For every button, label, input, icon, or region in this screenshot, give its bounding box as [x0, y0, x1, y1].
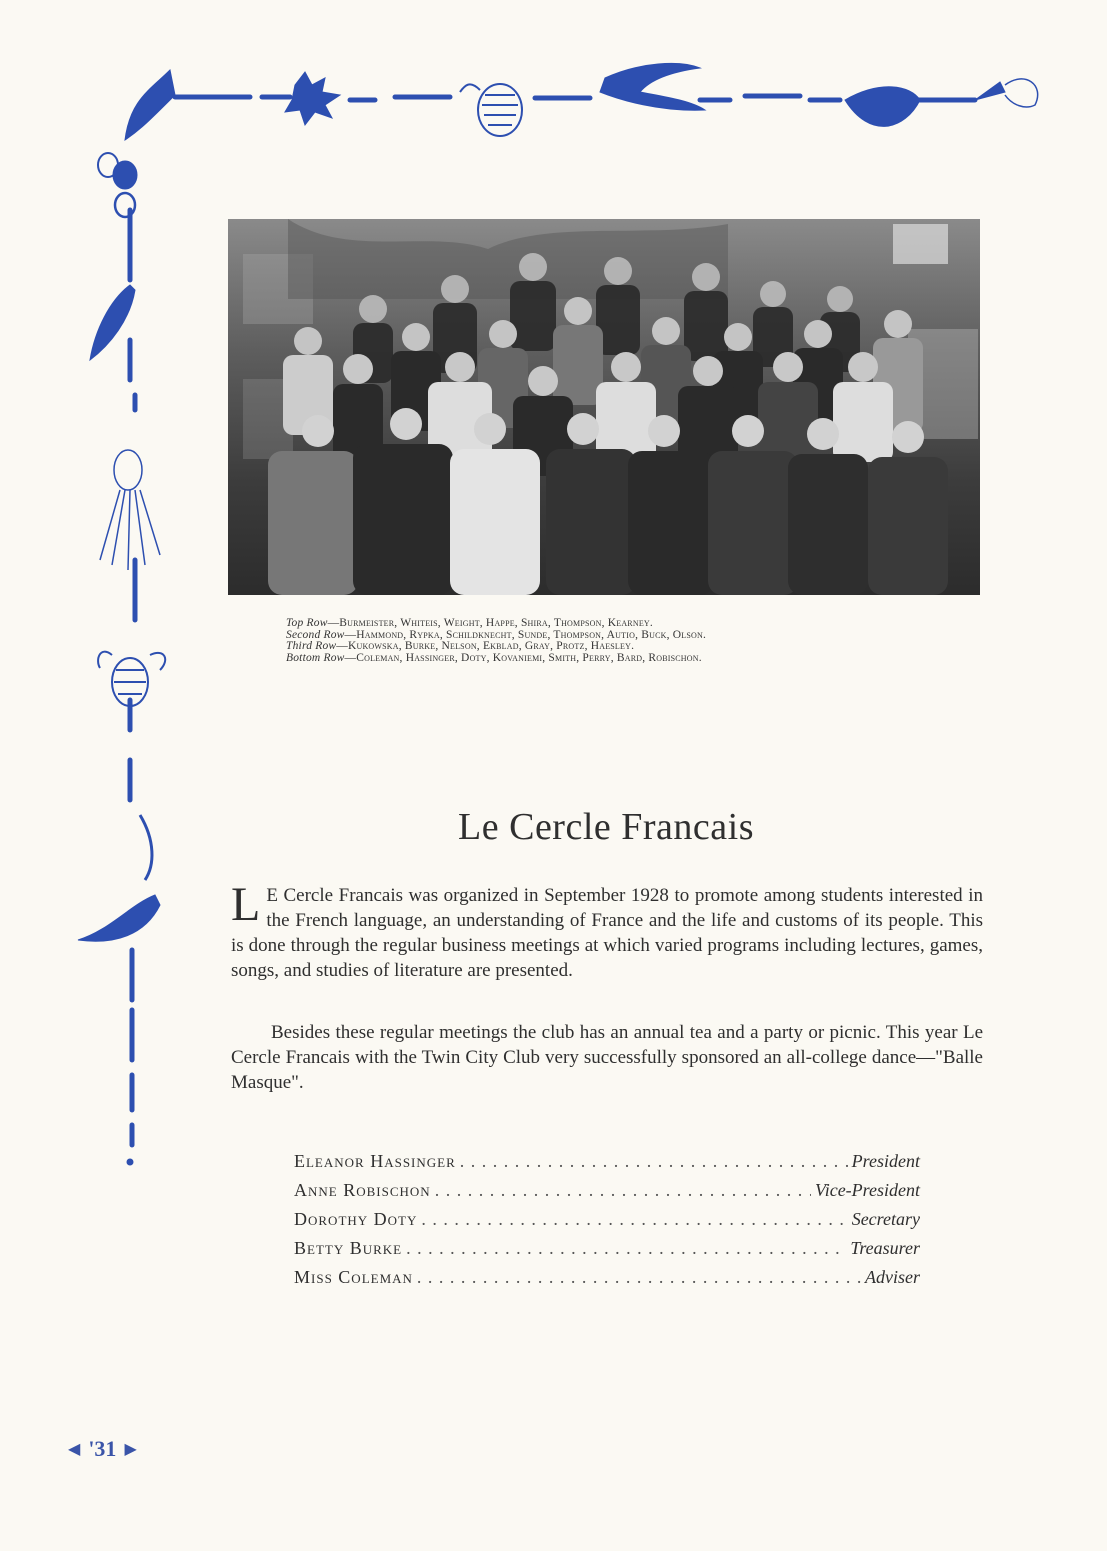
acorn-icon — [98, 153, 137, 217]
stem-icon — [140, 815, 152, 880]
officer-row — [294, 1205, 920, 1234]
leader-dots — [417, 1263, 861, 1292]
caption-row-label: Third Row — [286, 640, 337, 652]
left-border-line — [130, 210, 135, 1145]
officer-row — [294, 1234, 920, 1263]
leader-dots — [460, 1147, 848, 1176]
end-dot-icon — [127, 1159, 133, 1165]
holly-leaf-icon — [845, 87, 920, 127]
paragraph-text: E Cercle Francais was organized in September 1928 to promote among students interested in the French language, an understanding of France and the life and customs of its people. This is done through the regular business meetings at which varied programs including lectures, games, songs, and studies of literature are presented. — [231, 885, 983, 981]
holly-leaf-icon — [125, 70, 175, 140]
officer-role: Vice-President — [815, 1180, 920, 1200]
holly-leaf-icon — [78, 895, 160, 941]
pine-cone-icon — [460, 84, 522, 136]
officer-role: Treasurer — [850, 1238, 920, 1258]
leader-dots — [421, 1205, 847, 1234]
caption-row-label: Top Row — [286, 617, 328, 629]
tassel-icon — [100, 450, 160, 570]
photo-caption — [286, 618, 926, 664]
officer-row — [294, 1176, 920, 1205]
right-ornament-icon: ▶ — [124, 1441, 137, 1458]
officer-role: Secretary — [851, 1209, 920, 1229]
officer-row — [294, 1263, 920, 1292]
drop-cap: L — [231, 878, 261, 931]
ribbon-icon — [600, 63, 705, 110]
caption-row-label: Second Row — [286, 628, 345, 641]
folio-year: '31 — [88, 1436, 117, 1461]
caption-row: Bottom Row—Coleman, Hassinger, Doty, Kovaniemi, Smith, Perry, Bard, Robischon. — [286, 651, 702, 664]
officer-name: Dorothy Doty — [294, 1209, 418, 1229]
officer-name: Miss Coleman — [294, 1267, 413, 1287]
group-photo — [228, 219, 980, 595]
page-title: Le Cercle Francais — [458, 806, 754, 848]
officer-name: Anne Robischon — [294, 1180, 431, 1200]
paragraph-intro — [231, 878, 983, 983]
caption-row-names: Hammond, Rypka, Schildknecht, Sunde, Thompson, Autio, Buck, Olson. — [356, 628, 707, 641]
caption-row-names: Burmeister, Whiteis, Weight, Happe, Shira, Thompson, Kearney. — [339, 617, 653, 629]
page-folio — [68, 1436, 137, 1462]
caption-row-names: Kukowska, Burke, Nelson, Ekblad, Gray, Protz, Haesley. — [347, 640, 635, 652]
caption-row-names: Coleman, Hassinger, Doty, Kovaniemi, Smith, Perry, Bard, Robischon. — [356, 651, 702, 664]
maple-leaf-icon — [285, 72, 340, 125]
left-ornament-icon: ◀ — [68, 1441, 81, 1458]
paragraph-activities: Besides these regular meetings the club has an annual tea and a party or picnic. This year Le Cercle Francais with the Twin City Club very successfully sponsored an all-college dance—"Balle Masque". — [231, 1022, 983, 1093]
officer-row — [294, 1147, 920, 1176]
pine-cone-icon — [98, 652, 165, 706]
leaf-outline-icon — [1005, 79, 1038, 107]
officer-name: Eleanor Hassinger — [294, 1151, 456, 1171]
officers-list — [294, 1147, 920, 1292]
caption-row: Top Row—Burmeister, Whiteis, Weight, Happe, Shira, Thompson, Kearney. — [286, 617, 653, 629]
officer-role: Adviser — [865, 1267, 920, 1287]
caption-row: Third Row—Kukowska, Burke, Nelson, Ekblad, Gray, Protz, Haesley. — [286, 640, 635, 652]
caption-row: Second Row—Hammond, Rypka, Schildknecht, Sunde, Thompson, Autio, Buck, Olson. — [286, 628, 707, 641]
leaf-tip-icon — [975, 82, 1005, 100]
leader-dots — [406, 1234, 846, 1263]
caption-row-label: Bottom Row — [286, 651, 345, 664]
officer-role: President — [851, 1151, 920, 1171]
leader-dots — [435, 1176, 811, 1205]
officer-name: Betty Burke — [294, 1238, 403, 1258]
